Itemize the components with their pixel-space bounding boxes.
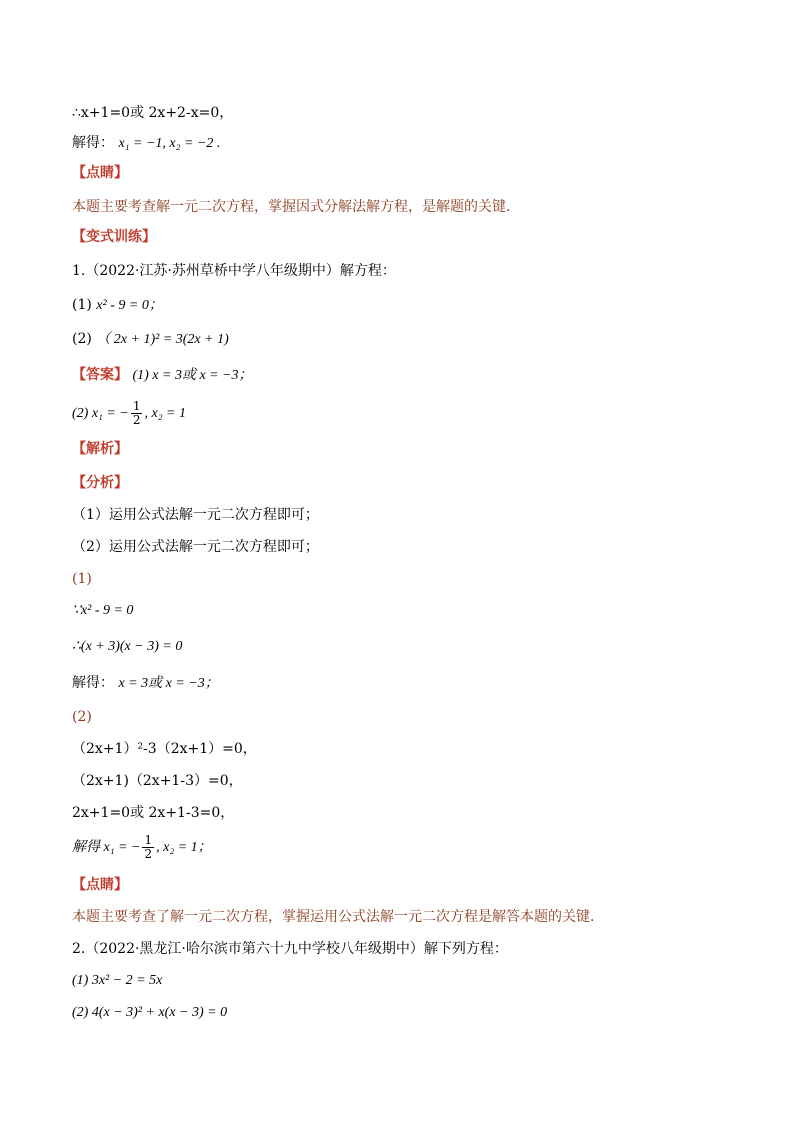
answer-math: , x₂ = 1 (144, 406, 186, 421)
fraction (131, 400, 143, 427)
problem-1-part-1 (72, 296, 163, 315)
answer-line-1 (72, 366, 253, 385)
solution-step-line: 2x+1=0或 2x+1-3=0， (72, 805, 235, 821)
answer-heading: 【答案】 (72, 367, 128, 383)
fraction-denominator: 2 (132, 412, 141, 427)
section-heading-dianjing: 【点睛】 (72, 165, 128, 181)
part-number: (2) (72, 331, 92, 347)
result-label: 解得： (72, 135, 114, 151)
analysis-line-2: （2）运用公式法解一元二次方程即可； (72, 539, 319, 555)
answer-math: (1) x = 3或 x = −3； (132, 368, 253, 383)
solution-step-line: （2x+1)（2x+1-3）=0， (72, 773, 243, 789)
part-number: (1) (72, 297, 92, 313)
section-heading-bianshi: 【变式训练】 (72, 229, 156, 245)
solution-part-2-label: (2) (72, 709, 92, 725)
problem-2-title: 2.（2022·黑龙江·哈尔滨市第六十九中学校八年级期中）解下列方程： (72, 941, 508, 957)
section-heading-jiexi: 【解析】 (72, 441, 128, 457)
solution-step-line: ∵x² - 9 = 0 (72, 603, 134, 618)
fraction-numerator: 1 (132, 398, 141, 413)
result-math: , x₂ = 1； (156, 840, 212, 855)
fraction-numerator: 1 (144, 832, 153, 847)
solution-result-line (72, 674, 219, 693)
solution-result-line (72, 134, 220, 153)
answer-math: (2) x₁ = − (72, 406, 129, 421)
commentary-text: 本题主要考查解一元二次方程，掌握因式分解法解方程，是解题的关键． (72, 199, 520, 215)
result-math: x₁ = −1, x₂ = −2 . (118, 136, 221, 151)
solution-step-line: （2x+1）²-3（2x+1）=0， (72, 741, 257, 757)
analysis-line-1: （1）运用公式法解一元二次方程即可； (72, 507, 319, 523)
solution-result-line (72, 830, 212, 864)
fraction-denominator: 2 (144, 846, 153, 861)
problem-1-part-2 (72, 330, 229, 349)
problem-2-part-1: (1) 3x² − 2 = 5x (72, 973, 163, 988)
equation: （ 2x + 1)² = 3(2x + 1) (96, 332, 229, 347)
answer-line-2 (72, 396, 186, 430)
problem-2-part-2: (2) 4(x − 3)² + x(x − 3) = 0 (72, 1005, 228, 1020)
equation: x² - 9 = 0； (96, 298, 163, 313)
solution-step-line: ∴x+1=0或 2x+2-x=0， (72, 105, 234, 121)
result-math: 解得 x₁ = − (72, 840, 141, 855)
solution-step-line: ∴(x + 3)(x − 3) = 0 (72, 639, 183, 654)
solution-part-1-label: (1) (72, 571, 92, 587)
section-heading-dianjing: 【点睛】 (72, 877, 128, 893)
commentary-text: 本题主要考查了解一元二次方程，掌握运用公式法解一元二次方程是解答本题的关键． (72, 909, 604, 925)
result-label: 解得： (72, 675, 114, 691)
section-heading-fenxi: 【分析】 (72, 475, 128, 491)
fraction (142, 834, 154, 861)
problem-1-title: 1.（2022·江苏·苏州草桥中学八年级期中）解方程： (72, 263, 396, 279)
result-math: x = 3或 x = −3； (118, 676, 219, 691)
